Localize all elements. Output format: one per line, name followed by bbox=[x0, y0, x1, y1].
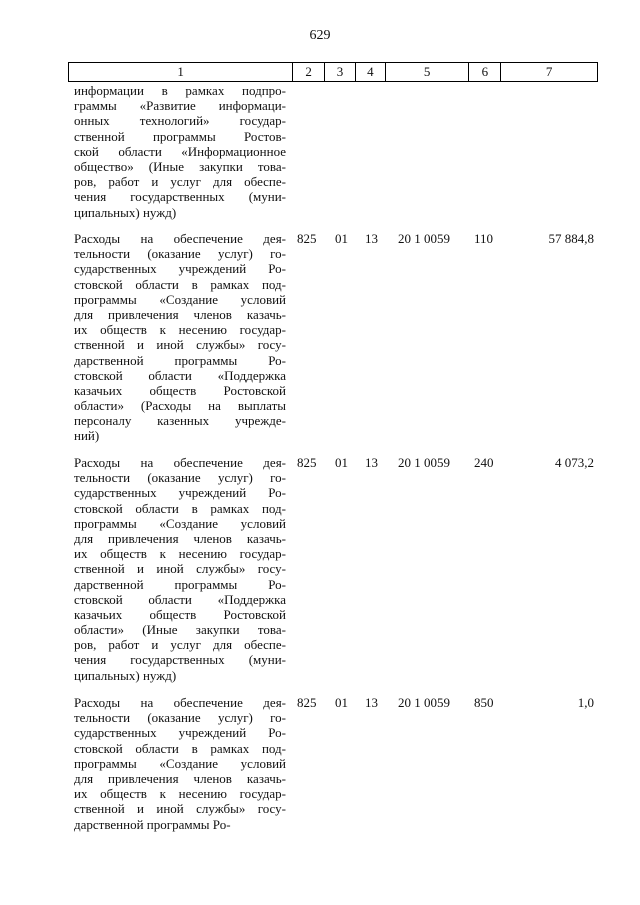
cell-col-4: 13 bbox=[365, 455, 378, 470]
cell-col-5: 20 1 0059 bbox=[398, 695, 450, 710]
description-line: дарственной программы Ро- bbox=[74, 576, 286, 592]
description-line: дарственной программы Ро- bbox=[74, 352, 286, 368]
cell-col-7: 1,0 bbox=[577, 695, 594, 710]
cell-col-7: 57 884,8 bbox=[548, 231, 594, 246]
cell-col-6: 110 bbox=[474, 231, 494, 246]
description-line: ственной и иной службы» госу- bbox=[74, 801, 286, 817]
description-line: для привлечения членов казачь- bbox=[74, 306, 286, 322]
cell-col-6: 850 bbox=[474, 695, 494, 710]
header-col-5: 5 bbox=[386, 63, 470, 81]
description-line: ственной и иной службы» госу- bbox=[74, 561, 286, 577]
header-col-6: 6 bbox=[469, 63, 501, 81]
header-col-4: 4 bbox=[356, 63, 386, 81]
description-line: сударственных учреждений Ро- bbox=[74, 725, 286, 741]
description-line: чения государственных (муни- bbox=[74, 189, 286, 205]
row-description bbox=[74, 695, 286, 832]
description-line: сударственных учреждений Ро- bbox=[74, 485, 286, 501]
cell-col-2: 825 bbox=[297, 695, 317, 710]
description-line: граммы «Развитие информаци- bbox=[74, 98, 286, 114]
description-line: для привлечения членов казачь- bbox=[74, 530, 286, 546]
description-line: казачьих обществ Ростовской bbox=[74, 606, 286, 622]
description-line: области» (Расходы на выплаты bbox=[74, 398, 286, 414]
description-line: тельности (оказание услуг) го- bbox=[74, 246, 286, 262]
description-line: их обществ к несению государ- bbox=[74, 546, 286, 562]
description-line: дарственной программы Ро- bbox=[74, 816, 231, 832]
description-line: ственной и иной службы» госу- bbox=[74, 337, 286, 353]
cell-col-2: 825 bbox=[297, 231, 317, 246]
description-line: казачьих обществ Ростовской bbox=[74, 382, 286, 398]
description-line: ской области «Информационное bbox=[74, 143, 286, 159]
description-line: области» (Иные закупки това- bbox=[74, 622, 286, 638]
description-line: Расходы на обеспечение дея- bbox=[74, 231, 286, 246]
row-description bbox=[74, 231, 286, 444]
description-line: Расходы на обеспечение дея- bbox=[74, 455, 286, 470]
description-line: тельности (оказание услуг) го- bbox=[74, 710, 286, 726]
description-line: Расходы на обеспечение дея- bbox=[74, 695, 286, 710]
description-line: онных технологий» государ- bbox=[74, 113, 286, 129]
header-col-2: 2 bbox=[293, 63, 325, 81]
cell-col-2: 825 bbox=[297, 455, 317, 470]
description-line: общество» (Иные закупки това- bbox=[74, 158, 286, 174]
row-description bbox=[74, 455, 286, 683]
header-col-1: 1 bbox=[69, 63, 293, 81]
description-line: их обществ к несению государ- bbox=[74, 786, 286, 802]
description-line: чения государственных (муни- bbox=[74, 652, 286, 668]
header-col-7: 7 bbox=[545, 64, 553, 79]
description-line: для привлечения членов казачь- bbox=[74, 770, 286, 786]
cell-col-4: 13 bbox=[365, 695, 378, 710]
row-description bbox=[74, 83, 286, 220]
description-line: ственной программы Ростов- bbox=[74, 128, 286, 144]
description-line: тельности (оказание услуг) го- bbox=[74, 470, 286, 486]
description-line: информации в рамках подпро- bbox=[74, 83, 286, 98]
description-line: программы «Создание условий bbox=[74, 755, 286, 771]
description-line: стовской области в рамках под- bbox=[74, 740, 286, 756]
page-number: 629 bbox=[309, 28, 331, 43]
description-line: стовской области «Поддержка bbox=[74, 367, 286, 383]
description-line: ципальных) нужд) bbox=[74, 667, 177, 683]
description-line: их обществ к несению государ- bbox=[74, 322, 286, 338]
table-header-row bbox=[68, 62, 598, 82]
cell-col-5: 20 1 0059 bbox=[398, 231, 450, 246]
description-line: стовской области «Поддержка bbox=[74, 591, 286, 607]
description-line: стовской области в рамках под- bbox=[74, 500, 286, 516]
cell-col-7: 4 073,2 bbox=[555, 455, 594, 470]
description-line: ний) bbox=[74, 428, 100, 444]
cell-col-6: 240 bbox=[474, 455, 494, 470]
cell-col-3: 01 bbox=[335, 231, 348, 246]
description-line: персоналу казенных учрежде- bbox=[74, 413, 286, 429]
cell-col-3: 01 bbox=[335, 455, 348, 470]
description-line: программы «Создание условий bbox=[74, 515, 286, 531]
cell-col-5: 20 1 0059 bbox=[398, 455, 450, 470]
description-line: ров, работ и услуг для обеспе- bbox=[74, 637, 286, 653]
description-line: программы «Создание условий bbox=[74, 291, 286, 307]
cell-col-3: 01 bbox=[335, 695, 348, 710]
cell-col-4: 13 bbox=[365, 231, 378, 246]
description-line: ципальных) нужд) bbox=[74, 204, 177, 220]
header-col-3: 3 bbox=[325, 63, 356, 81]
description-line: сударственных учреждений Ро- bbox=[74, 261, 286, 277]
description-line: ров, работ и услуг для обеспе- bbox=[74, 174, 286, 190]
description-line: стовской области в рамках под- bbox=[74, 276, 286, 292]
